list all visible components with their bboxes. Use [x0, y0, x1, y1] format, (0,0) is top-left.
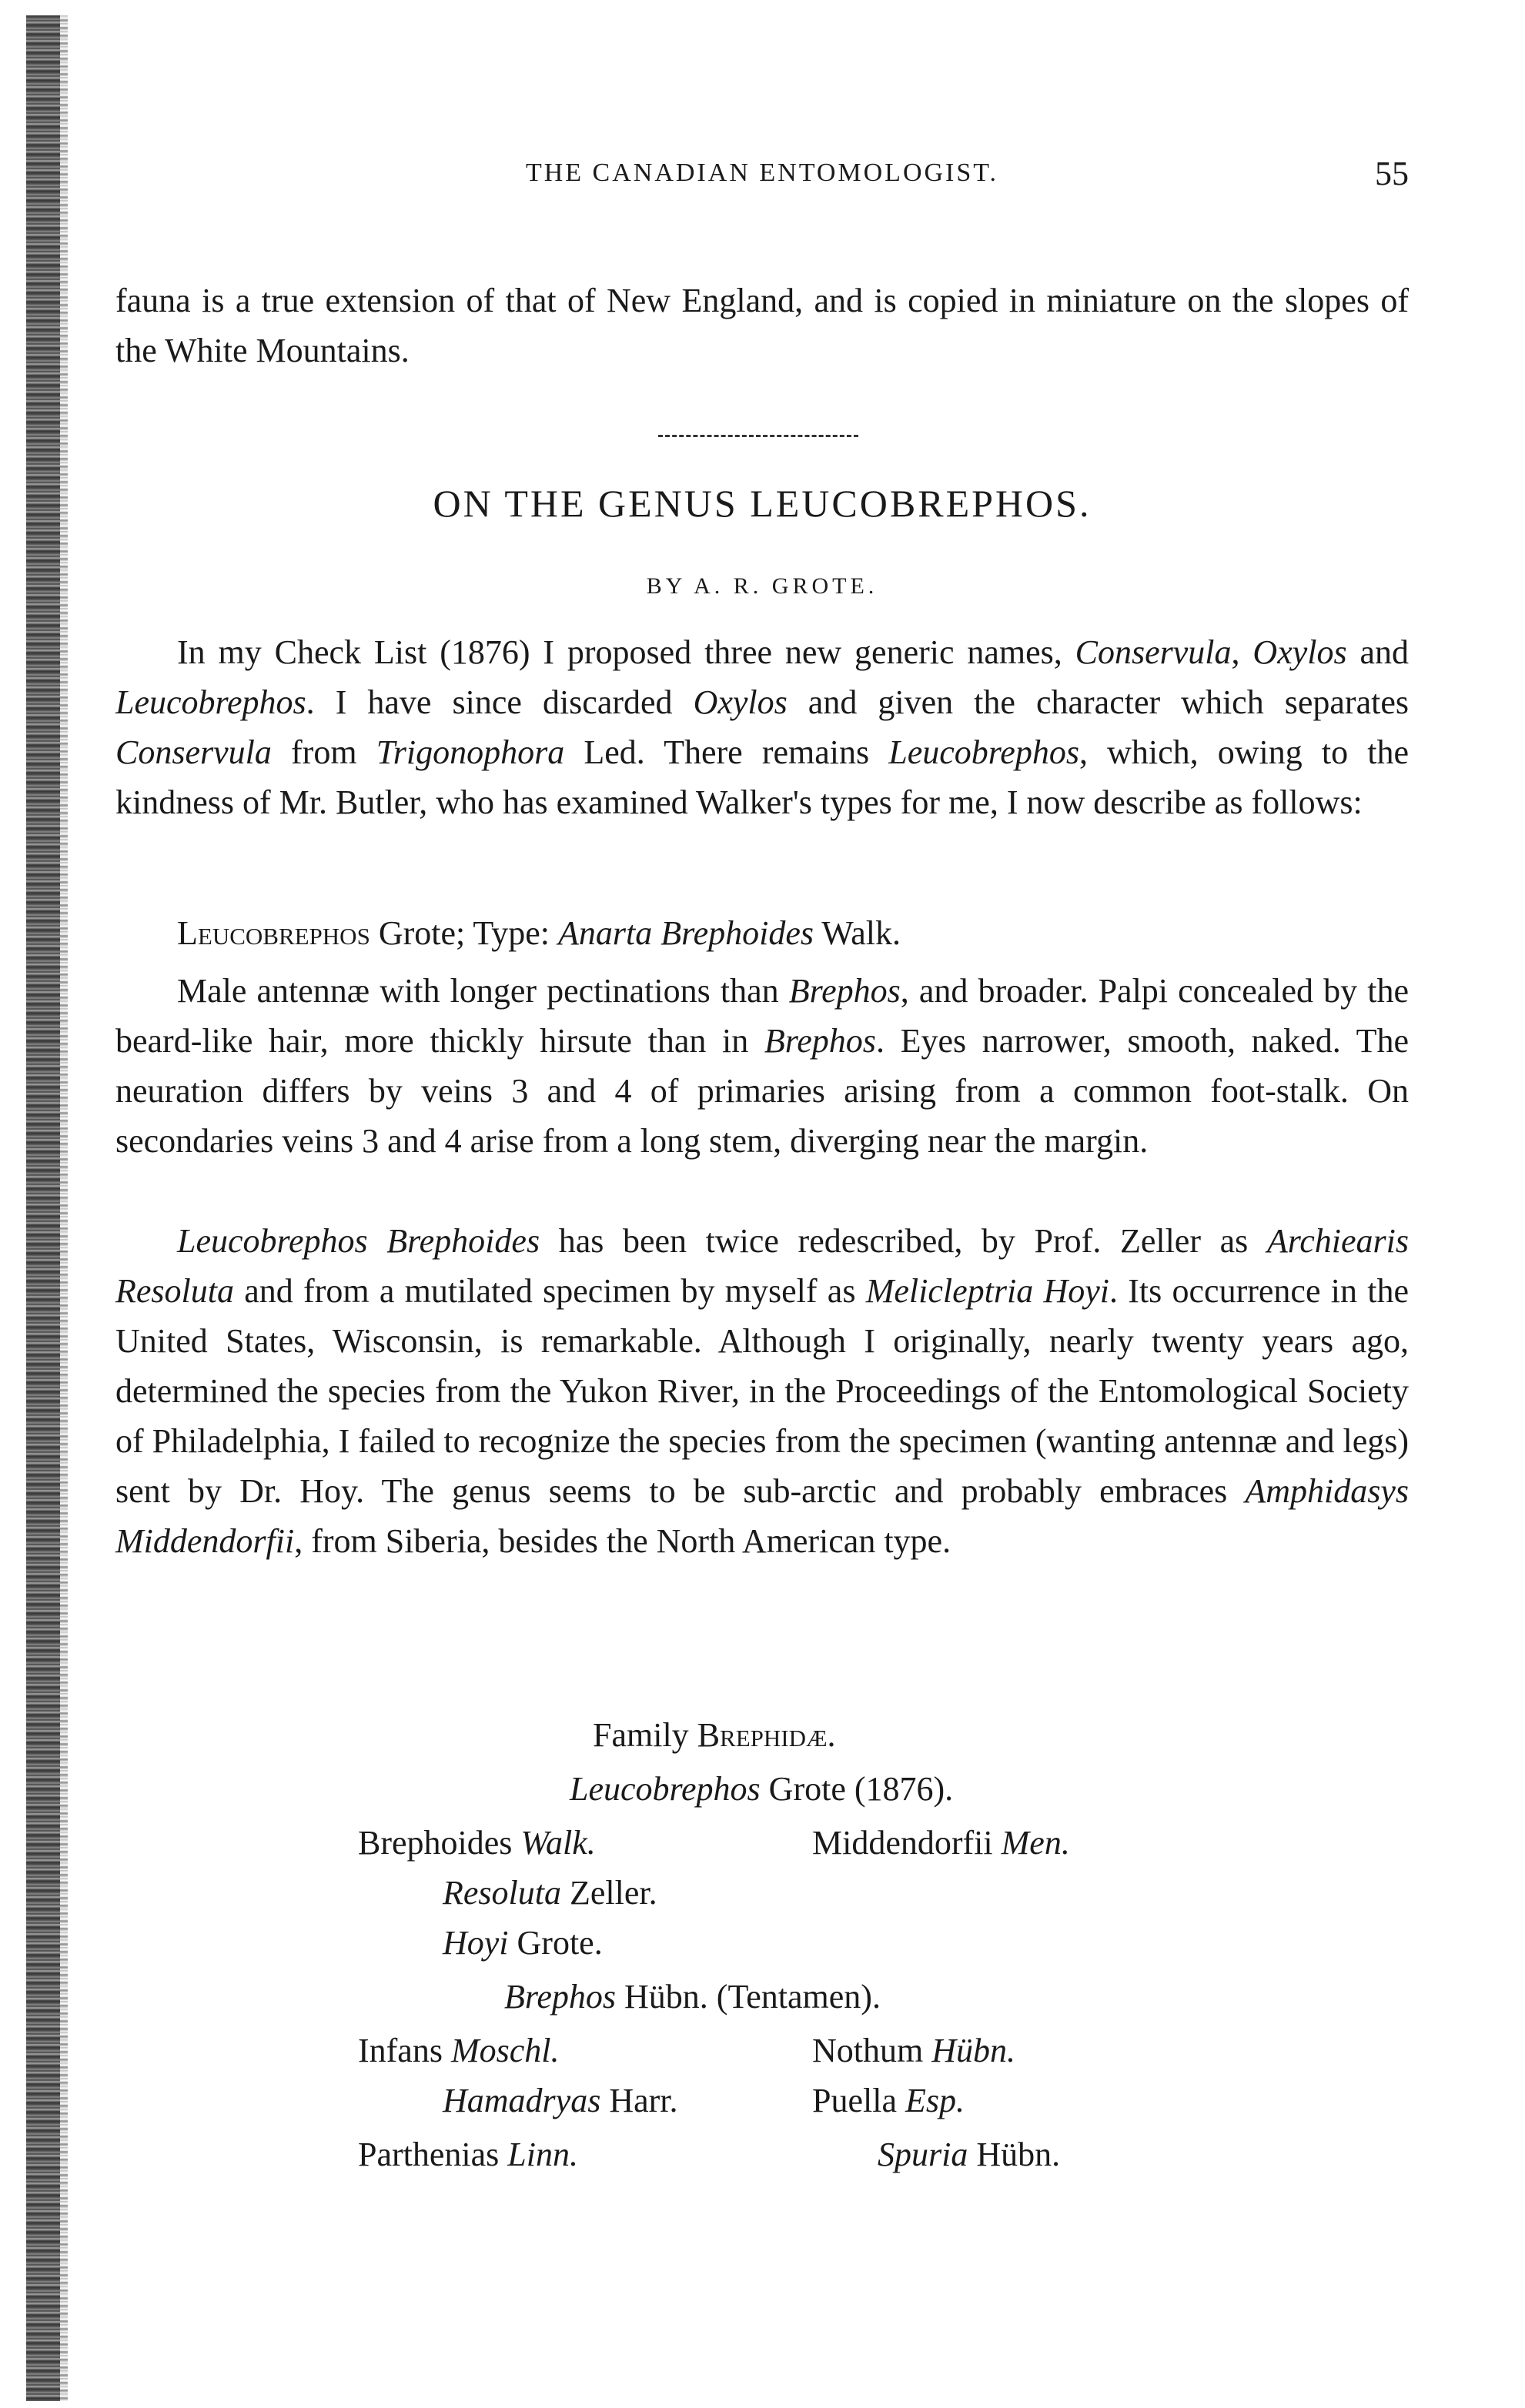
genus-definition: Leucobrephos Grote; Type: Anarta Brephoides Walk. [177, 914, 901, 952]
page-header [115, 154, 1409, 200]
species-parthenias: Parthenias Linn. [358, 2136, 578, 2173]
family-heading: Family Brephidæ. [593, 1716, 836, 1754]
book-spine-edge [26, 15, 60, 2401]
paragraph-1: In my Check List (1876) I proposed three new generic names, Conservula, Oxylos and Leucobrephos. I have since discarded Oxylos and given the character which separates Conservula from Trigonophora Led. There remains Leucobrephos, which, owing to the kindness of Mr. Butler, who has examined Walker's types for me, I now describe as follows: [115, 633, 1410, 821]
species-puella: Puella Esp. [812, 2082, 965, 2119]
species-nothum: Nothum Hübn. [812, 2032, 1016, 2069]
synonym-resoluta: Resoluta Zeller. [443, 1874, 657, 1912]
species-middendorfii: Middendorfii Men. [812, 1824, 1070, 1862]
synonym-hamadryas: Hamadryas Harr. [443, 2082, 678, 2119]
genus-brephos: Brephos Hübn. (Tentamen). [504, 1978, 881, 2016]
species-spuria: Spuria Hübn. [878, 2136, 1061, 2173]
species-infans: Infans Moschl. [358, 2032, 560, 2069]
article-title: ON THE GENUS LEUCOBREPHOS. [433, 482, 1092, 525]
page-gutter [60, 15, 68, 2401]
genus-leucobrephos: Leucobrephos Grote (1876). [570, 1770, 954, 1808]
paragraph-3: Male antennæ with longer pectinations than Brephos, and broader. Palpi concealed by the beard-like hair, more thickly hirsute than in Brephos. Eyes narrower, smooth, naked. The neuration differs by veins 3 and 4 of primaries arising from a common foot-stalk. On secondaries veins 3 and 4 arise from a long stem, diverging near the margin. [115, 972, 1410, 1160]
article-byline: BY A. R. GROTE. [646, 573, 878, 599]
species-brephoides: Brephoides Walk. [358, 1824, 596, 1862]
running-head: THE CANADIAN ENTOMOLOGIST. [525, 159, 999, 187]
page-number: 55 [1375, 155, 1409, 192]
continuation-paragraph: fauna is a true extension of that of New England, and is copied in miniature on the slopes of the White Mountains. [115, 282, 1409, 369]
paragraph-4: Leucobrephos Brephoides has been twice redescribed, by Prof. Zeller as Archiearis Resoluta and from a mutilated specimen by myself as Melicleptria Hoyi. Its occurrence in the United States, Wisconsin, is remarkable. Although I originally, nearly twenty years ago, determined the species from the Yukon River, in the Proceedings of the Entomological Society of Philadelphia, I failed to recognize the species from the specimen (wanting antennæ and legs) sent by Dr. Hoy. The genus seems to be sub-arctic and probably embraces Amphidasys Middendorfii, from Siberia, besides the North American type. [115, 1222, 1410, 1560]
synonym-hoyi: Hoyi Grote. [443, 1924, 603, 1962]
section-divider [658, 435, 858, 437]
